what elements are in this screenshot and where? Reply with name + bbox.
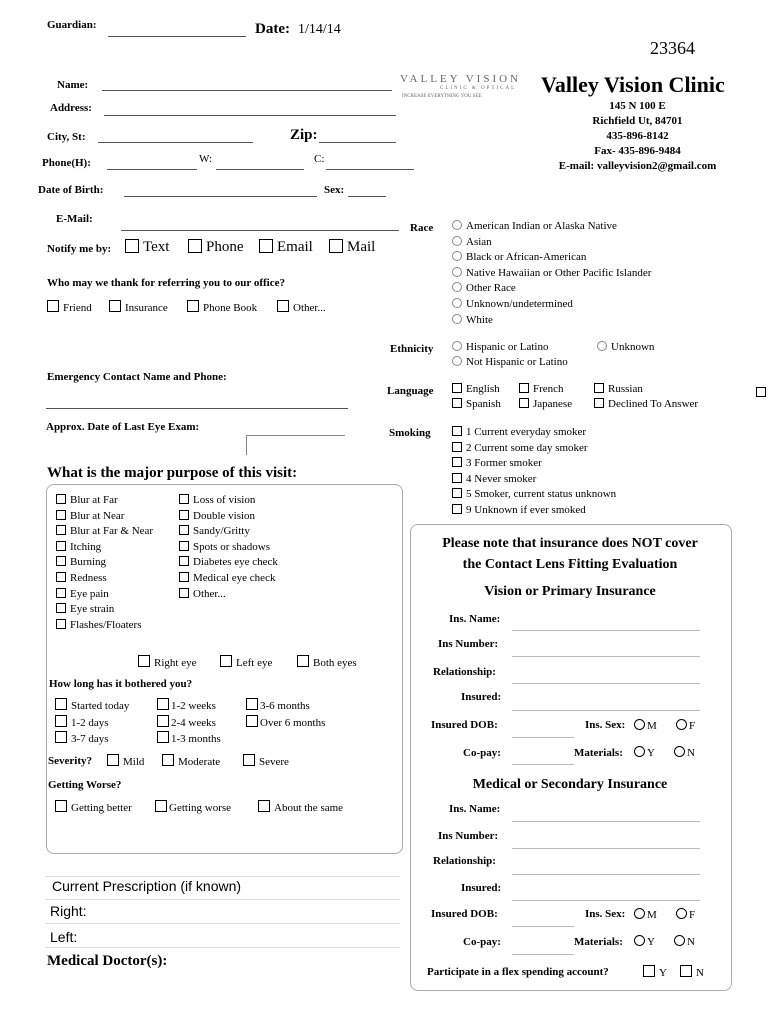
checkbox-icon[interactable] xyxy=(220,655,232,667)
smoking-option[interactable]: 5 Smoker, current status unknown xyxy=(452,487,616,503)
referral-phonebook-checkbox[interactable] xyxy=(187,300,199,312)
referral-friend-checkbox[interactable] xyxy=(47,300,59,312)
checkbox-icon[interactable] xyxy=(179,588,189,598)
symptom-option[interactable]: Loss of vision xyxy=(179,493,278,509)
primary-copay-label: Co-pay: xyxy=(463,747,501,759)
primary-insurance-title: Vision or Primary Insurance xyxy=(484,584,656,599)
checkbox-icon[interactable] xyxy=(297,655,309,667)
checkbox-icon[interactable] xyxy=(179,572,189,582)
checkbox-icon[interactable] xyxy=(452,504,462,514)
checkbox-icon[interactable] xyxy=(179,541,189,551)
notify-text-checkbox[interactable] xyxy=(125,239,139,253)
radio-icon[interactable] xyxy=(452,341,462,351)
radio-icon[interactable] xyxy=(452,220,462,230)
radio-icon[interactable] xyxy=(634,935,645,946)
symptoms-left-column xyxy=(56,493,153,633)
smoking-option[interactable]: 9 Unknown if ever smoked xyxy=(452,503,616,519)
eye-right-option[interactable]: Right eye xyxy=(138,655,196,669)
symptom-option[interactable]: Eye strain xyxy=(56,602,153,618)
checkbox-icon[interactable] xyxy=(452,473,462,483)
home-phone-label: Phone(H): xyxy=(42,157,91,169)
flex-spending-question: Participate in a flex spending account? xyxy=(427,966,609,978)
last-exam-label: Approx. Date of Last Eye Exam: xyxy=(46,421,200,433)
severity-label: Severity? xyxy=(48,755,92,767)
language-english-option[interactable]: English xyxy=(452,383,500,395)
emergency-contact-field[interactable] xyxy=(46,408,348,409)
race-option[interactable]: Other Race xyxy=(452,281,651,297)
secondary-sex-f-option[interactable]: F xyxy=(676,908,695,921)
eye-both-option[interactable]: Both eyes xyxy=(297,655,357,669)
prescription-left-field[interactable] xyxy=(46,947,400,948)
worse-worse-option[interactable]: Getting worse xyxy=(155,800,231,814)
symptom-option[interactable]: Blur at Far xyxy=(56,493,153,509)
primary-relationship-field[interactable] xyxy=(512,683,700,684)
symptom-option[interactable]: Redness xyxy=(56,571,153,587)
eye-left-option[interactable]: Left eye xyxy=(220,655,272,669)
checkbox-icon[interactable] xyxy=(179,556,189,566)
secondary-ins-number-label: Ins Number: xyxy=(438,830,499,842)
checkbox-icon[interactable] xyxy=(452,488,462,498)
checkbox-icon[interactable] xyxy=(56,588,66,598)
radio-icon[interactable] xyxy=(634,746,645,757)
secondary-insured-label: Insured: xyxy=(461,882,502,894)
checkbox-icon[interactable] xyxy=(246,715,258,727)
worse-better-option[interactable]: Getting better xyxy=(55,800,132,814)
primary-insured-field[interactable] xyxy=(512,710,700,711)
medical-doctor-label: Medical Doctor(s): xyxy=(47,953,168,969)
radio-icon[interactable] xyxy=(634,719,645,730)
date-value: 1/14/14 xyxy=(298,22,341,37)
email-field[interactable] xyxy=(121,230,399,231)
clinic-address-block xyxy=(545,99,730,174)
radio-icon[interactable] xyxy=(452,282,462,292)
checkbox-icon[interactable] xyxy=(452,457,462,467)
primary-materials-label: Materials: xyxy=(574,747,623,759)
severity-moderate-option[interactable]: Moderate xyxy=(162,754,220,768)
clinic-logo-tagline: INCREASE EVERYTHING YOU SEE xyxy=(402,94,482,99)
language-french-option[interactable]: French xyxy=(519,383,564,395)
clinic-logo-subtitle: CLINIC & OPTICAL xyxy=(440,86,517,91)
prescription-title: Current Prescription (if known) xyxy=(52,878,242,894)
address-label: Address: xyxy=(50,102,92,114)
checkbox-icon[interactable] xyxy=(155,800,167,812)
checkbox-icon[interactable] xyxy=(56,572,66,582)
checkbox-icon[interactable] xyxy=(157,698,169,710)
primary-insured-dob-field[interactable] xyxy=(512,737,574,738)
smoking-option[interactable]: 3 Former smoker xyxy=(452,456,616,472)
symptom-option[interactable]: Blur at Near xyxy=(56,509,153,525)
guardian-label: Guardian: xyxy=(47,19,97,31)
checkbox-icon[interactable] xyxy=(519,398,529,408)
primary-ins-number-label: Ins Number: xyxy=(438,638,499,650)
checkbox-icon[interactable] xyxy=(56,556,66,566)
clinic-street: 145 N 100 E xyxy=(609,100,666,112)
referral-insurance-checkbox[interactable] xyxy=(109,300,121,312)
referral-insurance-option[interactable]: Insurance xyxy=(109,300,168,314)
symptom-option[interactable]: Blur at Far & Near xyxy=(56,524,153,540)
duration-option[interactable]: 1-2 days xyxy=(55,715,129,732)
radio-icon[interactable] xyxy=(452,267,462,277)
race-option[interactable]: Unknown/undetermined xyxy=(452,297,651,313)
zip-label: Zip: xyxy=(290,127,318,143)
symptom-option[interactable]: Diabetes eye check xyxy=(179,555,278,571)
prescription-divider xyxy=(46,876,400,877)
checkbox-icon[interactable] xyxy=(55,715,67,727)
smoking-option[interactable]: 4 Never smoker xyxy=(452,472,616,488)
secondary-copay-field[interactable] xyxy=(512,954,574,955)
checkbox-icon[interactable] xyxy=(680,965,692,977)
radio-icon[interactable] xyxy=(634,908,645,919)
flex-yes-option[interactable]: Y xyxy=(643,965,667,979)
severity-mild-option[interactable]: Mild xyxy=(107,754,144,768)
checkbox-icon[interactable] xyxy=(452,398,462,408)
clinic-email: E-mail: valleyvision2@gmail.com xyxy=(558,160,717,172)
secondary-materials-label: Materials: xyxy=(574,936,623,948)
checkbox-icon[interactable] xyxy=(594,383,604,393)
purpose-title: What is the major purpose of this visit: xyxy=(47,465,298,481)
address-field[interactable] xyxy=(104,115,396,116)
race-option[interactable]: Asian xyxy=(452,235,651,251)
checkbox-icon[interactable] xyxy=(246,698,258,710)
language-russian-option[interactable]: Russian xyxy=(594,383,643,395)
zip-field[interactable] xyxy=(319,142,396,143)
insurance-notice-line-2: the Contact Lens Fitting Evaluation xyxy=(462,557,678,572)
symptom-option[interactable]: Eye pain xyxy=(56,587,153,603)
referral-other-option[interactable]: Other... xyxy=(277,300,326,314)
checkbox-icon[interactable] xyxy=(452,383,462,393)
symptom-option[interactable]: Spots or shadows xyxy=(179,540,278,556)
duration-option[interactable]: 2-4 weeks xyxy=(157,715,221,732)
checkbox-icon[interactable] xyxy=(56,541,66,551)
primary-ins-number-field[interactable] xyxy=(512,656,700,657)
primary-sex-f-option[interactable]: F xyxy=(676,719,695,732)
radio-icon[interactable] xyxy=(452,251,462,261)
language-spanish-option[interactable]: Spanish xyxy=(452,398,501,410)
form-number: 23364 xyxy=(650,38,695,58)
secondary-insured-dob-label: Insured DOB: xyxy=(431,908,498,920)
checkbox-icon[interactable] xyxy=(594,398,604,408)
name-field[interactable] xyxy=(102,90,392,91)
duration-option[interactable]: Started today xyxy=(55,698,129,715)
sex-field[interactable] xyxy=(348,196,386,197)
duration-option[interactable]: 3-7 days xyxy=(55,731,129,748)
primary-copay-field[interactable] xyxy=(512,764,574,765)
primary-insured-label: Insured: xyxy=(461,691,502,703)
symptom-option[interactable]: Double vision xyxy=(179,509,278,525)
primary-sex-m-option[interactable]: M xyxy=(634,719,657,732)
checkbox-icon[interactable] xyxy=(179,525,189,535)
smoking-options xyxy=(452,425,616,519)
cell-phone-label: C: xyxy=(314,153,325,165)
radio-icon[interactable] xyxy=(676,908,687,919)
symptom-option[interactable]: Burning xyxy=(56,555,153,571)
name-label: Name: xyxy=(57,79,89,91)
checkbox-icon[interactable] xyxy=(55,698,67,710)
checkbox-icon[interactable] xyxy=(157,715,169,727)
race-label: Race xyxy=(410,222,434,234)
radio-icon[interactable] xyxy=(452,236,462,246)
clinic-fax: Fax- 435-896-9484 xyxy=(594,145,681,157)
checkbox-icon[interactable] xyxy=(138,655,150,667)
referral-question: Who may we thank for referring you to our office? xyxy=(47,277,285,289)
primary-ins-name-label: Ins. Name: xyxy=(449,613,501,625)
cell-phone-field[interactable] xyxy=(326,169,414,170)
language-extra-checkbox[interactable] xyxy=(756,383,770,401)
flex-no-option[interactable]: N xyxy=(680,965,704,979)
secondary-insurance-title: Medical or Secondary Insurance xyxy=(472,777,668,792)
symptom-option[interactable]: Flashes/Floaters xyxy=(56,618,153,634)
checkbox-icon[interactable] xyxy=(756,387,766,397)
checkbox-icon[interactable] xyxy=(56,494,66,504)
duration-option[interactable]: 1-3 months xyxy=(157,731,221,748)
secondary-sex-m-option[interactable]: M xyxy=(634,908,657,921)
notify-phone-option[interactable]: Phone xyxy=(188,239,244,256)
smoking-option[interactable]: 2 Current some day smoker xyxy=(452,441,616,457)
notify-phone-checkbox[interactable] xyxy=(188,239,202,253)
ethnicity-label: Ethnicity xyxy=(390,343,434,355)
ethnicity-unknown-option[interactable]: Unknown xyxy=(597,341,654,353)
referral-friend-option[interactable]: Friend xyxy=(47,300,92,314)
checkbox-icon[interactable] xyxy=(519,383,529,393)
checkbox-icon[interactable] xyxy=(452,426,462,436)
duration-column-2 xyxy=(157,698,221,748)
language-label: Language xyxy=(387,385,434,397)
language-japanese-option[interactable]: Japanese xyxy=(519,398,572,410)
clinic-name: Valley Vision Clinic xyxy=(541,72,725,97)
duration-label: How long has it bothered you? xyxy=(49,678,193,690)
radio-icon[interactable] xyxy=(674,935,685,946)
checkbox-icon[interactable] xyxy=(56,603,66,613)
work-phone-field[interactable] xyxy=(216,169,304,170)
notify-label: Notify me by: xyxy=(47,243,112,255)
sex-label: Sex: xyxy=(324,184,345,196)
secondary-ins-number-field[interactable] xyxy=(512,848,700,849)
clinic-city: Richfield Ut, 84701 xyxy=(592,115,683,127)
race-options xyxy=(452,219,651,328)
worse-same-option[interactable]: About the same xyxy=(258,800,343,814)
city-label: City, St: xyxy=(47,131,86,143)
home-phone-field[interactable] xyxy=(107,169,197,170)
symptom-option[interactable]: Itching xyxy=(56,540,153,556)
radio-icon[interactable] xyxy=(674,746,685,757)
email-label: E-Mail: xyxy=(56,213,93,225)
secondary-insured-field[interactable] xyxy=(512,900,700,901)
primary-insured-dob-label: Insured DOB: xyxy=(431,719,498,731)
secondary-materials-no-option[interactable]: N xyxy=(674,935,695,948)
emergency-contact-label: Emergency Contact Name and Phone: xyxy=(47,371,227,383)
worse-label: Getting Worse? xyxy=(48,779,122,791)
referral-phonebook-option[interactable]: Phone Book xyxy=(187,300,257,314)
race-option[interactable]: Black or African-American xyxy=(452,250,651,266)
primary-relationship-label: Relationship: xyxy=(433,666,496,678)
date-label: Date: xyxy=(255,21,290,37)
primary-materials-yes-option[interactable]: Y xyxy=(634,746,655,759)
checkbox-icon[interactable] xyxy=(107,754,119,766)
race-option[interactable]: American Indian or Alaska Native xyxy=(452,219,651,235)
primary-ins-sex-label: Ins. Sex: xyxy=(585,719,626,731)
notify-mail-checkbox[interactable] xyxy=(329,239,343,253)
secondary-relationship-label: Relationship: xyxy=(433,855,496,867)
checkbox-icon[interactable] xyxy=(452,442,462,452)
checkbox-icon[interactable] xyxy=(243,754,255,766)
secondary-copay-label: Co-pay: xyxy=(463,936,501,948)
prescription-right-label: Right: xyxy=(50,903,87,919)
checkbox-icon[interactable] xyxy=(56,510,66,520)
checkbox-icon[interactable] xyxy=(56,619,66,629)
work-phone-label: W: xyxy=(199,153,213,165)
race-option[interactable]: White xyxy=(452,313,651,329)
checkbox-icon[interactable] xyxy=(258,800,270,812)
secondary-ins-sex-label: Ins. Sex: xyxy=(585,908,626,920)
checkbox-icon[interactable] xyxy=(179,510,189,520)
prescription-right-field[interactable] xyxy=(46,923,400,924)
duration-option[interactable]: Over 6 months xyxy=(246,715,325,732)
symptoms-right-column xyxy=(179,493,278,602)
checkbox-icon[interactable] xyxy=(55,731,67,743)
radio-icon[interactable] xyxy=(452,314,462,324)
clinic-phone: 435-896-8142 xyxy=(606,130,669,142)
checkbox-icon[interactable] xyxy=(55,800,67,812)
secondary-ins-name-label: Ins. Name: xyxy=(449,803,501,815)
checkbox-icon[interactable] xyxy=(56,525,66,535)
insurance-notice xyxy=(410,533,730,575)
secondary-materials-yes-option[interactable]: Y xyxy=(634,935,655,948)
guardian-field[interactable] xyxy=(108,36,246,37)
checkbox-icon[interactable] xyxy=(162,754,174,766)
prescription-left-label: Left: xyxy=(50,929,78,945)
secondary-insured-dob-field[interactable] xyxy=(512,926,574,927)
symptom-option[interactable]: Sandy/Gritty xyxy=(179,524,278,540)
referral-other-checkbox[interactable] xyxy=(277,300,289,312)
ethnicity-not-hispanic-option[interactable]: Not Hispanic or Latino xyxy=(452,356,568,368)
smoking-option[interactable]: 1 Current everyday smoker xyxy=(452,425,616,441)
city-field[interactable] xyxy=(98,142,253,143)
severity-severe-option[interactable]: Severe xyxy=(243,754,289,768)
radio-icon[interactable] xyxy=(452,356,462,366)
dob-label: Date of Birth: xyxy=(38,184,104,196)
symptom-option[interactable]: Other... xyxy=(179,587,278,603)
checkbox-icon[interactable] xyxy=(643,965,655,977)
notify-mail-option[interactable]: Mail xyxy=(329,239,375,256)
radio-icon[interactable] xyxy=(597,341,607,351)
language-declined-option[interactable]: Declined To Answer xyxy=(594,398,698,410)
smoking-label: Smoking xyxy=(389,427,431,439)
duration-column-1 xyxy=(55,698,129,748)
symptom-option[interactable]: Medical eye check xyxy=(179,571,278,587)
notify-text-option[interactable]: Text xyxy=(125,239,169,256)
duration-option[interactable]: 3-6 months xyxy=(246,698,325,715)
radio-icon[interactable] xyxy=(676,719,687,730)
secondary-relationship-field[interactable] xyxy=(512,874,700,875)
clinic-logo: VALLEY VISION xyxy=(400,73,521,85)
radio-icon[interactable] xyxy=(452,298,462,308)
dob-field[interactable] xyxy=(124,196,317,197)
checkbox-icon[interactable] xyxy=(157,731,169,743)
primary-materials-no-option[interactable]: N xyxy=(674,746,695,759)
duration-column-3 xyxy=(246,698,325,731)
secondary-ins-name-field[interactable] xyxy=(512,821,700,822)
insurance-notice-line-1: Please note that insurance does NOT cover xyxy=(442,536,698,551)
notify-email-checkbox[interactable] xyxy=(259,239,273,253)
last-exam-field[interactable] xyxy=(246,435,345,455)
ethnicity-hispanic-option[interactable]: Hispanic or Latino xyxy=(452,341,548,353)
notify-email-option[interactable]: Email xyxy=(259,239,313,256)
prescription-divider xyxy=(46,899,400,900)
race-option[interactable]: Native Hawaiian or Other Pacific Islander xyxy=(452,266,651,282)
checkbox-icon[interactable] xyxy=(179,494,189,504)
primary-ins-name-field[interactable] xyxy=(512,630,700,631)
duration-option[interactable]: 1-2 weeks xyxy=(157,698,221,715)
